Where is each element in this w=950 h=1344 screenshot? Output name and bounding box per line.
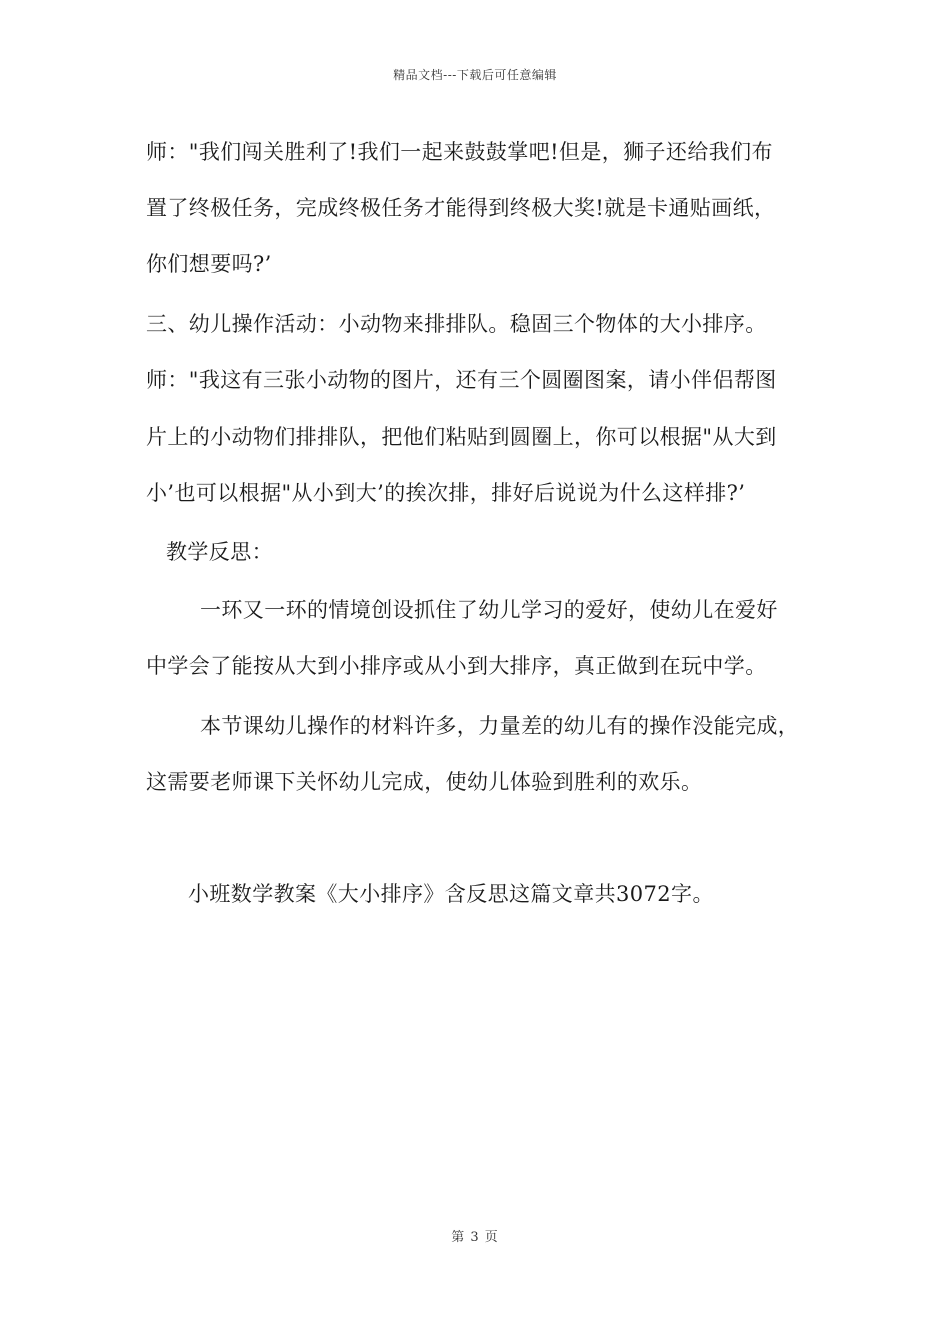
article-summary: 小班数学教案《大小排序》含反思这篇文章共3072字。	[188, 882, 714, 906]
paragraph-line-3: 你们想要吗?’	[146, 252, 272, 276]
paragraph-line-10: 中学会了能按从大到小排序或从小到大排序，真正做到在玩中学。	[146, 654, 767, 678]
paragraph-line-9: 一环又一环的情境创设抓住了幼儿学习的爱好，使幼儿在爱好	[200, 598, 778, 622]
paragraph-line-11: 本节课幼儿操作的材料许多，力量差的幼儿有的操作没能完成，	[200, 714, 800, 738]
paragraph-line-12: 这需要老师课下关怀幼儿完成，使幼儿体验到胜利的欢乐。	[146, 770, 703, 794]
paragraph-line-5: 师："我这有三张小动物的图片，还有三个圆圈图案，请小伴侣帮图	[146, 368, 777, 392]
paragraph-line-1: 师："我们闯关胜利了!我们一起来鼓鼓掌吧!但是，狮子还给我们布	[146, 140, 773, 164]
page-number: 第 3 页	[451, 1230, 499, 1245]
paragraph-line-2: 置了终极任务，完成终极任务才能得到终极大奖!就是卡通贴画纸，	[146, 196, 776, 220]
paragraph-line-7: 小’也可以根据"从小到大’的挨次排，排好后说说为什么这样排?’	[146, 481, 746, 505]
paragraph-line-6: 片上的小动物们排排队，把他们粘贴到圆圈上，你可以根据"从大到	[146, 425, 777, 449]
page-header: 精品文档---下载后可任意编辑	[393, 68, 557, 82]
section-heading-activity: 三、幼儿操作活动：小动物来排排队。稳固三个物体的大小排序。	[146, 312, 767, 336]
section-heading-reflection: 教学反思：	[166, 540, 273, 564]
